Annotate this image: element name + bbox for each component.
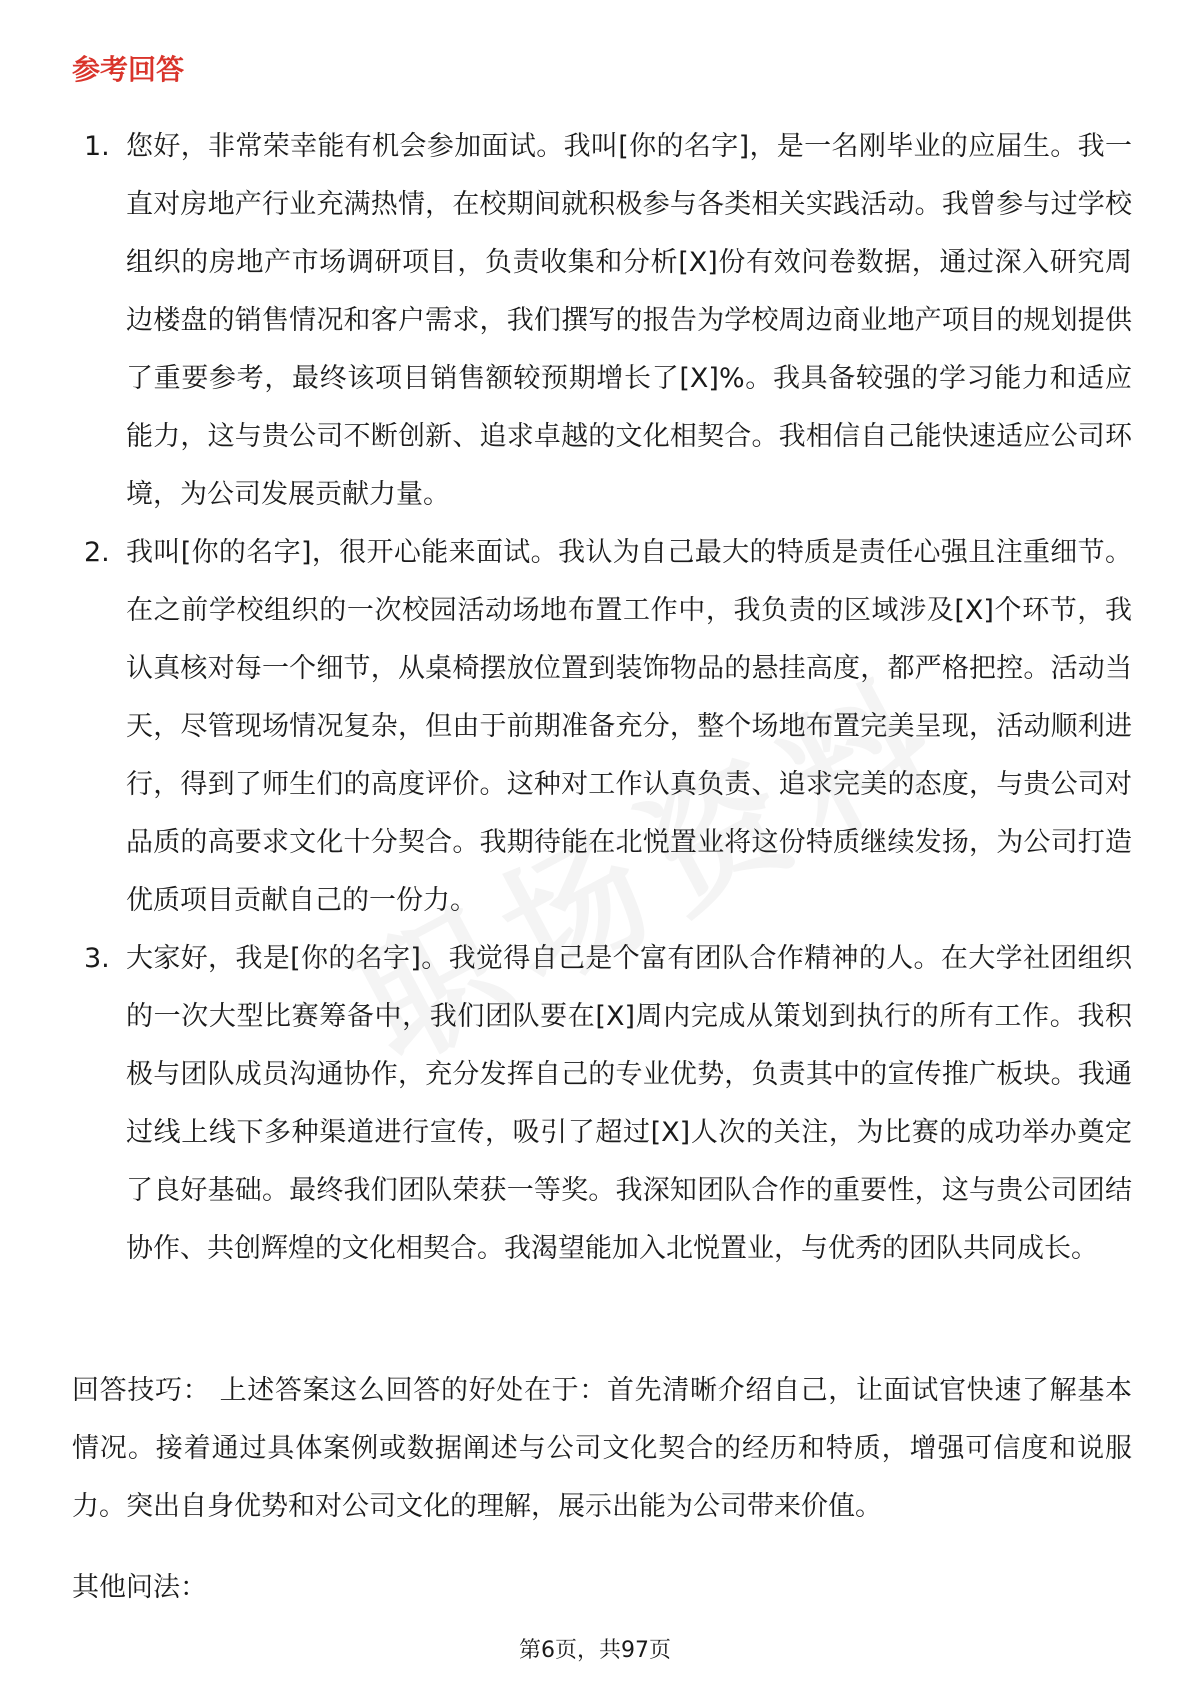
section-heading: 参考回答 (72, 53, 185, 86)
answer-number: 2. (84, 537, 110, 568)
answer-number: 3. (84, 943, 110, 974)
answer-list (72, 118, 1132, 1278)
other-questions-label: 其他问法： (72, 1572, 207, 1603)
answer-item-1 (72, 118, 1132, 524)
answer-number: 1. (84, 131, 110, 162)
answer-tip: 回答技巧： 上述答案这么回答的好处在于：首先清晰介绍自己，让面试官快速了解基本情况。接着通过具体案例或数据阐述与公司文化契合的经历和特质，增强可信度和说服力。突出自身优势和对公司文化的理解，展示出能为公司带来价值。 (72, 1375, 1132, 1522)
answer-text: 您好，非常荣幸能有机会参加面试。我叫[你的名字]，是一名刚毕业的应届生。我一直对房地产行业充满热情，在校期间就积极参与各类相关实践活动。我曾参与过学校组织的房地产市场调研项目，负责收集和分析[X]份有效问卷数据，通过深入研究周边楼盘的销售情况和客户需求，我们撰写的报告为学校周边商业地产项目的规划提供了重要参考，最终该项目销售额较预期增长了[X]%。我具备较强的学习能力和适应能力，这与贵公司不断创新、追求卓越的文化相契合。我相信自己能快速适应公司环境，为公司发展贡献力量。 (126, 131, 1132, 510)
answer-text: 我叫[你的名字]，很开心能来面试。我认为自己最大的特质是责任心强且注重细节。在之前学校组织的一次校园活动场地布置工作中，我负责的区域涉及[X]个环节，我认真核对每一个细节，从桌椅摆放位置到装饰物品的悬挂高度，都严格把控。活动当天，尽管现场情况复杂，但由于前期准备充分，整个场地布置完美呈现，活动顺利进行，得到了师生们的高度评价。这种对工作认真负责、追求完美的态度，与贵公司对品质的高要求文化十分契合。我期待能在北悦置业将这份特质继续发扬，为公司打造优质项目贡献自己的一份力。 (126, 537, 1132, 916)
answer-item-2 (72, 524, 1132, 930)
page-footer: 第6页，共97页 (519, 1638, 671, 1663)
answer-text: 大家好，我是[你的名字]。我觉得自己是个富有团队合作精神的人。在大学社团组织的一次大型比赛筹备中，我们团队要在[X]周内完成从策划到执行的所有工作。我积极与团队成员沟通协作，充分发挥自己的专业优势，负责其中的宣传推广板块。我通过线上线下多种渠道进行宣传，吸引了超过[X]人次的关注，为比赛的成功举办奠定了良好基础。最终我们团队荣获一等奖。我深知团队合作的重要性，这与贵公司团结协作、共创辉煌的文化相契合。我渴望能加入北悦置业，与优秀的团队共同成长。 (126, 943, 1132, 1264)
answer-item-3 (72, 930, 1132, 1278)
